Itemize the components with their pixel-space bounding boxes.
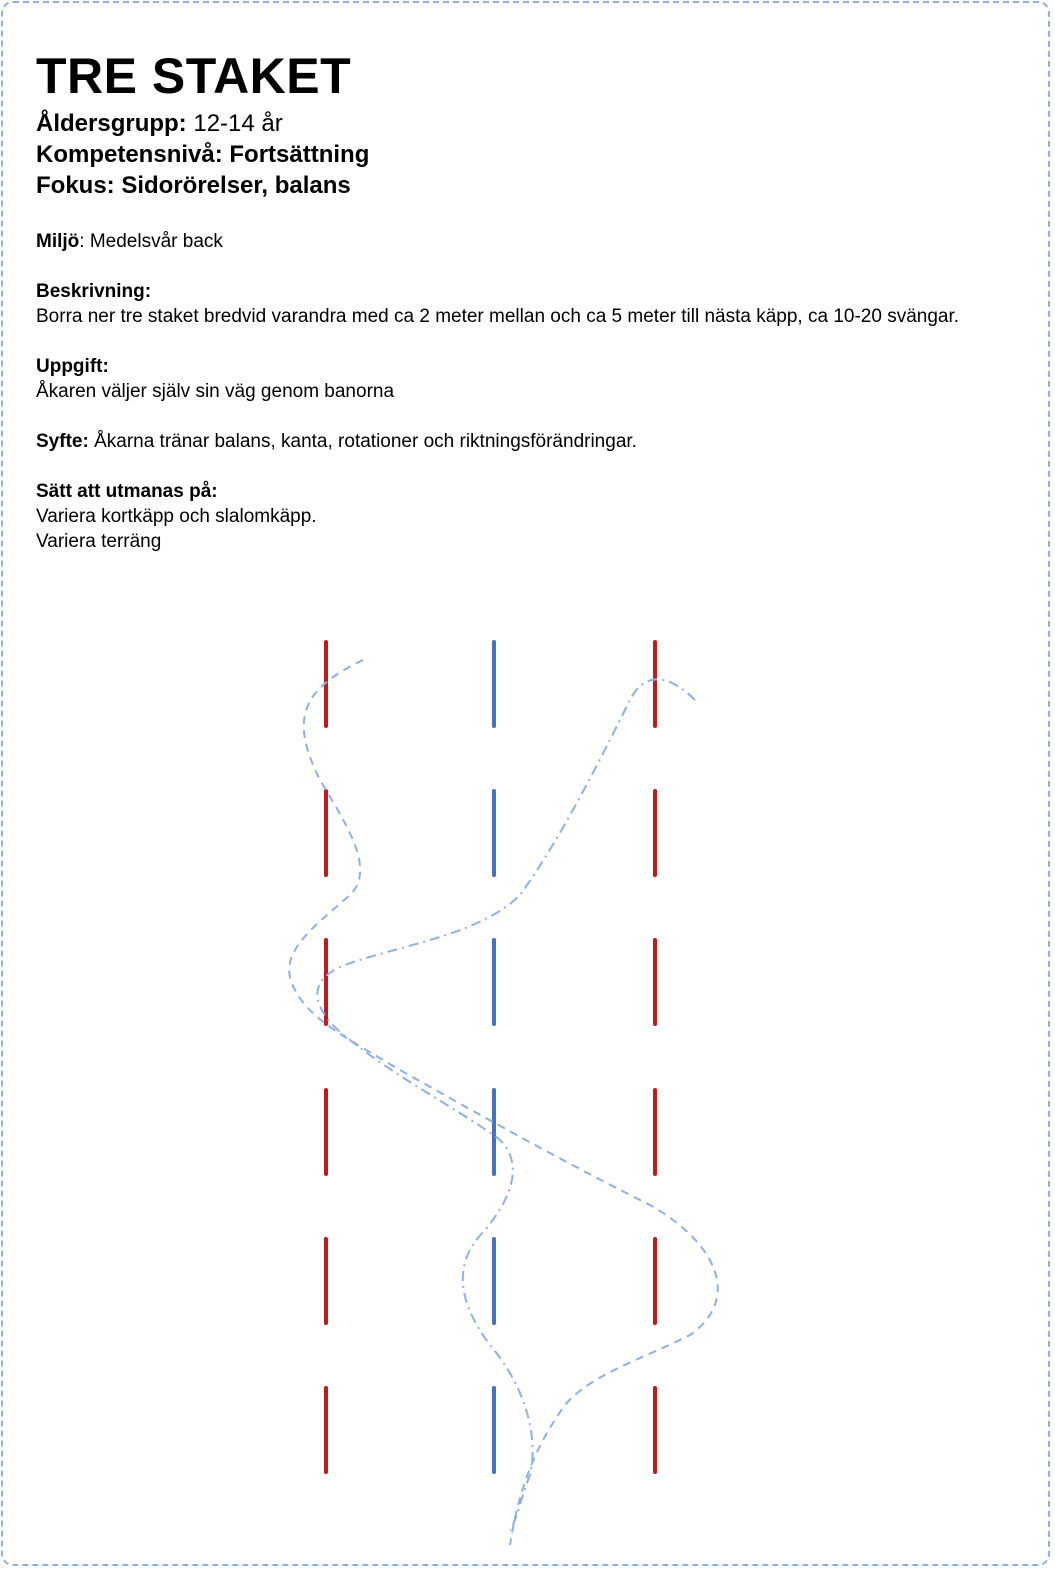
- competence-level-value: Fortsättning: [229, 141, 370, 168]
- task-label: Uppgift:: [36, 356, 109, 377]
- age-group-label: Åldersgrupp:: [36, 110, 187, 137]
- competence-level-label: Kompetensnivå:: [36, 141, 223, 168]
- description-label: Beskrivning:: [36, 281, 152, 302]
- challenge-line-1: Variera kortkäpp och slalomkäpp.: [36, 506, 317, 527]
- environment-value: : Medelsvår back: [79, 231, 223, 252]
- drill-title: TRE STAKET: [36, 48, 352, 104]
- focus-label: Fokus:: [36, 172, 115, 199]
- task-text: Åkaren väljer själv sin väg genom banorna: [36, 381, 395, 402]
- focus-value: Sidorörelser, balans: [121, 172, 351, 199]
- purpose-label: Syfte:: [36, 431, 89, 452]
- environment-label: Miljö: [36, 231, 80, 252]
- purpose-text: Åkarna tränar balans, kanta, rotationer och riktningsförändringar.: [88, 431, 637, 452]
- description-text: Borra ner tre staket bredvid varandra med ca 2 meter mellan och ca 5 meter till nästa käpp, ca 10-20 svängar.: [36, 306, 960, 327]
- challenge-line-2: Variera terräng: [36, 531, 162, 552]
- challenge-label: Sätt att utmanas på:: [36, 481, 218, 502]
- track-dashdot-right: [317, 679, 695, 1530]
- age-group-value: 12-14 år: [193, 110, 283, 137]
- poles-group: [326, 642, 655, 1472]
